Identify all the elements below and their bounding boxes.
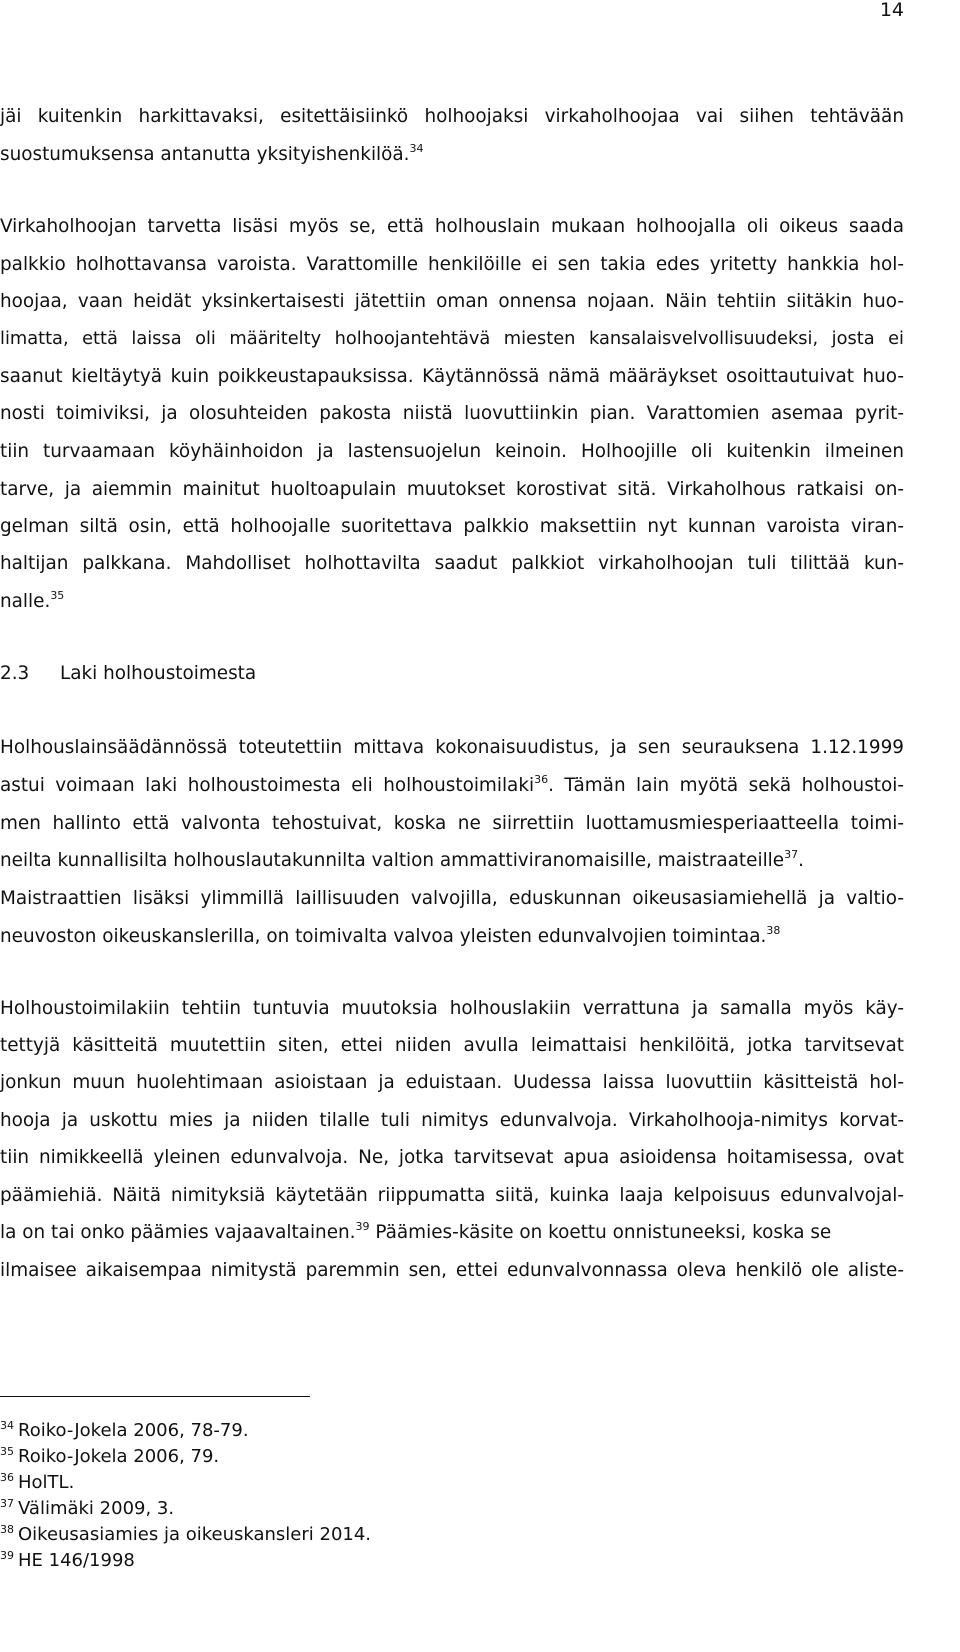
footnote-ref[interactable]: 35	[50, 589, 65, 602]
text-line: hoojaa, vaan heidät yksinkertaisesti jätettiin oman onnensa nojaan. Näin tehtiin siitäkin huo-	[0, 291, 904, 312]
text-line: nosti toimiviksi, ja olosuhteiden pakosta niistä luovuttiinkin pian. Varattomien asemaa pyrit-	[0, 403, 904, 424]
footnote-text: Välimäki 2009, 3.	[18, 1498, 175, 1519]
text-span: neilta kunnallisilta holhouslautakunnilta valtion ammattiviranomaisille, maistraateille	[0, 850, 785, 871]
footnote-ref[interactable]: 38	[766, 924, 781, 937]
text-line: tarve, ja aiemmin mainitut huoltoapulain muutokset korostivat sitä. Virkaholhous ratkaisi on-	[0, 479, 904, 500]
text-line	[0, 849, 904, 875]
footnote-number: 36	[0, 1471, 14, 1484]
footnote-text: Oikeusasiamies ja oikeuskansleri 2014.	[18, 1524, 372, 1545]
text-line: palkkio holhottavansa varoista. Varattomille henkilöille ei sen takia edes yritetty hankkia hol-	[0, 254, 904, 275]
text-line: tettyjä käsitteitä muutettiin siten, ettei niiden avulla leimattaisi henkilöitä, jotka tarvitsevat	[0, 1035, 904, 1056]
footnote	[0, 1524, 371, 1548]
footnote-text: HolTL.	[18, 1472, 75, 1493]
text-line: men hallinto että valvonta tehostuivat, koska ne siirrettiin luottamusmiesperiaatteella toimi-	[0, 813, 904, 834]
text-line	[0, 143, 904, 169]
footnote-number: 38	[0, 1523, 14, 1536]
text-line: jonkun muun huolehtimaan asioistaan ja eduistaan. Uudessa laissa luovuttiin käsitteistä hol-	[0, 1072, 904, 1093]
footnote	[0, 1446, 219, 1470]
text-line: Holhouslainsäädännössä toteutettiin mittava kokonaisuudistus, ja sen seurauksena 1.12.1999	[0, 737, 904, 758]
text-line: haltijan palkkana. Mahdolliset holhottavilta saadut palkkiot virkaholhoojan tuli tilittää kun-	[0, 553, 904, 574]
text-span: nalle.	[0, 591, 51, 612]
footnote-text: HE 146/1998	[18, 1550, 135, 1571]
text-line: limatta, että laissa oli määritelty holhoojantehtävä miesten kansalaisvelvollisuudeksi, josta ei	[0, 328, 904, 349]
text-line: Maistraattien lisäksi ylimmillä laillisuuden valvojilla, eduskunnan oikeusasiamiehellä ja valtio-	[0, 888, 904, 909]
text-span: Päämies-käsite on koettu onnistuneeksi, koska se	[369, 1222, 832, 1243]
text-line	[0, 925, 904, 951]
text-line: Holhoustoimilakiin tehtiin tuntuvia muutoksia holhouslakiin verrattuna ja samalla myös käy-	[0, 998, 904, 1019]
section-number: 2.3	[0, 663, 30, 684]
footnote-ref[interactable]: 39	[355, 1220, 370, 1233]
footnote	[0, 1420, 249, 1444]
text-span: . Tämän lain myötä sekä holhoustoi-	[548, 775, 904, 796]
text-line: Virkaholhoojan tarvetta lisäsi myös se, että holhouslain mukaan holhoojalla oli oikeus saada	[0, 216, 904, 237]
footnote-text: Roiko-Jokela 2006, 79.	[18, 1446, 220, 1467]
footnote	[0, 1498, 174, 1522]
text-line: päämiehiä. Näitä nimityksiä käytetään riippumatta siitä, kuinka laaja kelpoisuus edunvalvojal-	[0, 1185, 904, 1206]
footnote	[0, 1550, 135, 1574]
text-span: la on tai onko päämies vajaavaltainen.	[0, 1222, 356, 1243]
text-span: neuvoston oikeuskanslerilla, on toimivalta valvoa yleisten edunvalvojien toimintaa.	[0, 926, 767, 947]
text-line	[0, 590, 904, 616]
text-span: .	[798, 850, 804, 871]
footnote-number: 37	[0, 1497, 14, 1510]
text-line	[0, 774, 904, 800]
footnote-ref[interactable]: 36	[534, 773, 549, 786]
footnote-number: 34	[0, 1419, 14, 1432]
footnote-number: 39	[0, 1549, 14, 1562]
text-line: tiin turvaamaan köyhäinhoidon ja lastensuojelun keinoin. Holhoojille oli kuitenkin ilmeinen	[0, 441, 904, 462]
text-span: astui voimaan laki holhoustoimesta eli holhoustoimilaki	[0, 775, 535, 796]
text-line: saanut kieltäytyä kuin poikkeustapauksissa. Käytännössä nämä määräykset osoittautuivat huo-	[0, 366, 904, 387]
footnote-text: Roiko-Jokela 2006, 78-79.	[18, 1420, 249, 1441]
text-line: tiin nimikkeellä yleinen edunvalvoja. Ne, jotka tarvitsevat apua asioidensa hoitamisessa, ovat	[0, 1147, 904, 1168]
text-line: ilmaisee aikaisempaa nimitystä paremmin sen, ettei edunvalvonnassa oleva henkilö ole aliste-	[0, 1260, 904, 1281]
footnote-ref[interactable]: 34	[409, 142, 424, 155]
section-title: Laki holhoustoimesta	[60, 663, 257, 684]
page-number: 14	[879, 0, 904, 21]
footnote-number: 35	[0, 1445, 14, 1458]
text-line	[0, 1221, 904, 1247]
footnote-separator	[0, 1396, 310, 1397]
footnote-ref[interactable]: 37	[784, 848, 799, 861]
text-line: hooja ja uskottu mies ja niiden tilalle tuli nimitys edunvalvoja. Virkaholhooja-nimitys korvat-	[0, 1110, 904, 1131]
text-span: suostumuksensa antanutta yksityishenkilöä.	[0, 144, 410, 165]
text-line: jäi kuitenkin harkittavaksi, esitettäisiinkö holhoojaksi virkaholhoojaa vai siihen tehtävään	[0, 106, 904, 127]
section-heading	[0, 662, 256, 686]
text-line: gelman siltä osin, että holhoojalle suoritettava palkkio maksettiin nyt kunnan varoista viran-	[0, 516, 904, 537]
footnote	[0, 1472, 74, 1496]
